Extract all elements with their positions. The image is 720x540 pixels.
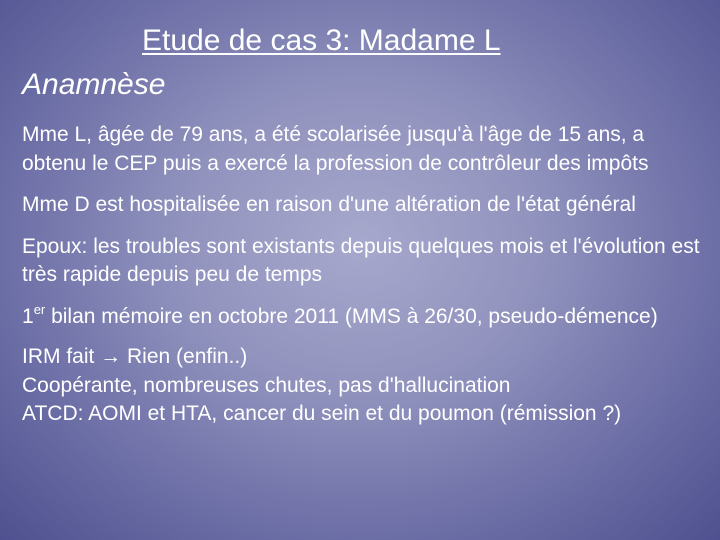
bilan-number: 1 bbox=[22, 304, 34, 328]
slide-body bbox=[22, 121, 712, 442]
paragraph-hospitalisation: Mme D est hospitalisée en raison d'une altération de l'état général bbox=[22, 193, 636, 216]
line-cooperante: Coopérante, nombreuses chutes, pas d'hallucination bbox=[22, 373, 511, 397]
bilan-superscript: er bbox=[33, 301, 46, 317]
slide-subtitle: Anamnèse bbox=[22, 68, 166, 101]
paragraph-epoux: Epoux: les troubles sont existants depuis quelques mois et l'évolution est très rapide depuis peu de temps bbox=[22, 234, 700, 286]
line-irm: IRM fait → Rien (enfin..) bbox=[22, 345, 248, 368]
paragraph-background: Mme L, âgée de 79 ans, a été scolarisée jusqu'à l'âge de 15 ans, a obtenu le CEP puis a exercé la profession de contrôleur des impôts bbox=[22, 123, 649, 175]
paragraph-bilan bbox=[22, 303, 712, 332]
line-atcd: ATCD: AOMI et HTA, cancer du sein et du poumon (rémission ?) bbox=[22, 402, 622, 425]
slide-title: Etude de cas 3: Madame L bbox=[142, 24, 501, 57]
paragraph-findings bbox=[22, 343, 712, 429]
bilan-text: bilan mémoire en octobre 2011 (MMS à 26/30, pseudo-démence) bbox=[45, 304, 658, 328]
